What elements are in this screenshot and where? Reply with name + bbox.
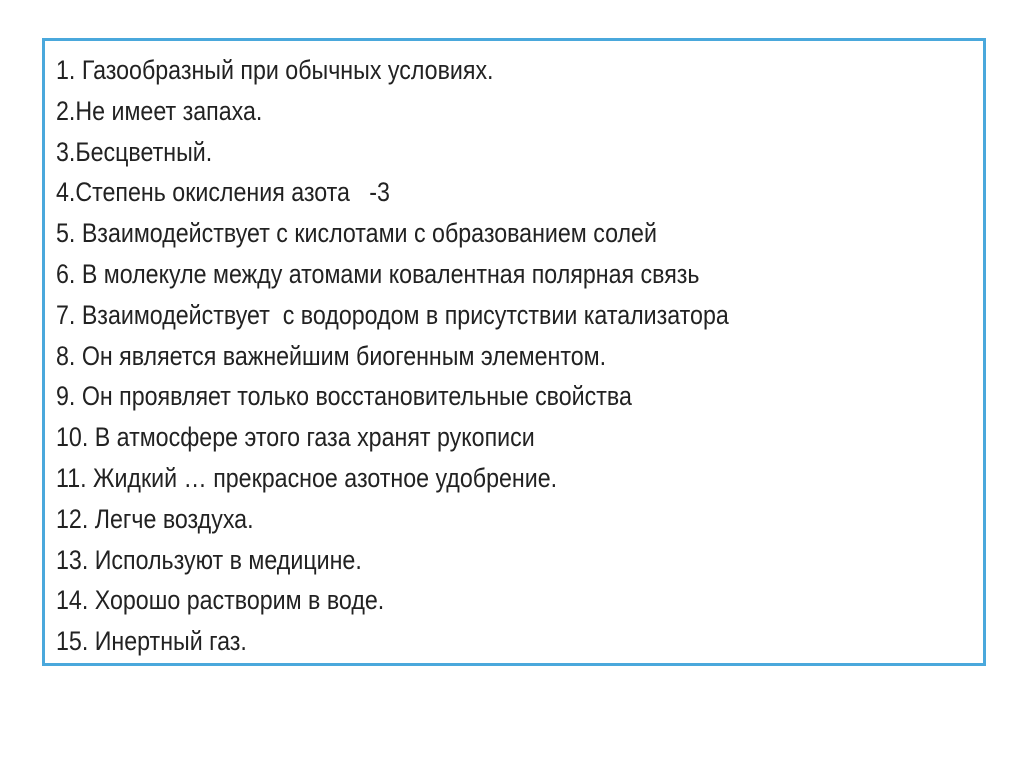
list-item: 4.Степень окисления азота -3	[56, 177, 390, 208]
list-item: 3.Бесцветный.	[56, 136, 213, 167]
list-item: 15. Инертный газ.	[56, 626, 247, 657]
list-item: 12. Легче воздуха.	[56, 503, 254, 534]
list-item: 8. Он является важнейшим биогенным элементом.	[56, 340, 607, 371]
list-item: 2.Не имеет запаха.	[56, 95, 263, 126]
list-item: 14. Хорошо растворим в воде.	[56, 585, 385, 616]
property-list	[56, 50, 838, 662]
list-item: 5. Взаимодействует с кислотами с образованием солей	[56, 218, 657, 249]
list-item: 7. Взаимодействует с водородом в присутствии катализатора	[56, 299, 729, 330]
list-item: 11. Жидкий … прекрасное азотное удобрение.	[56, 462, 558, 493]
list-item: 6. В молекуле между атомами ковалентная полярная связь	[56, 258, 700, 289]
list-item: 13. Используют в медицине.	[56, 544, 362, 575]
list-item: 9. Он проявляет только восстановительные свойства	[56, 381, 632, 412]
list-item: 10. В атмосфере этого газа хранят рукописи	[56, 422, 535, 453]
list-item: 1. Газообразный при обычных условиях.	[56, 55, 494, 85]
